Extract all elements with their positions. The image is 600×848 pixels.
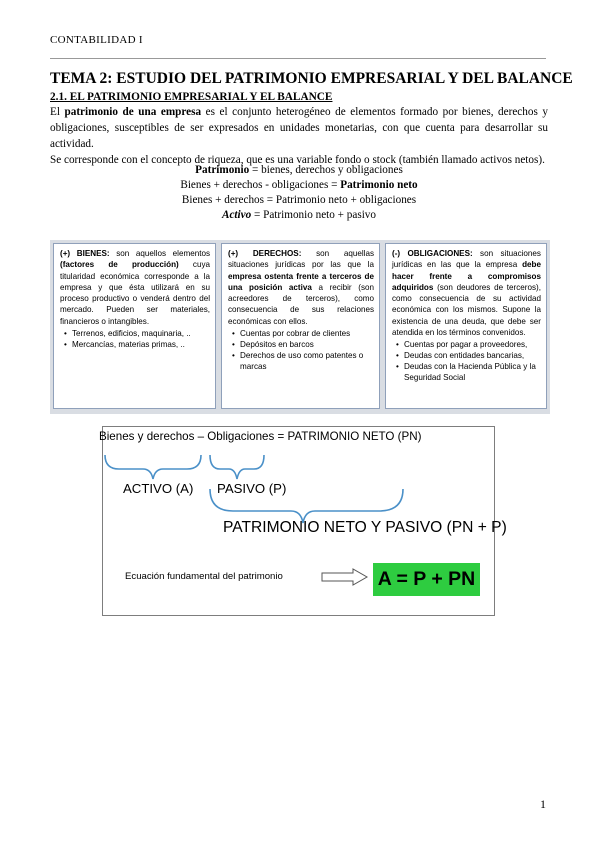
formula-3: Bienes + derechos = Patrimonio neto + obligaciones	[181, 194, 417, 206]
ecuacion-label: Ecuación fundamental del patrimonio	[125, 571, 283, 582]
derechos-box: (+) DERECHOS: son aquellas situaciones jurídicas por las que la empresa ostenta frente a terceros de una posición activa a recibir (son acreedores de terceros), como consecuencia de sus relaciones económicas con ellos. • Cuentas por cobrar de clientes • Depósitos en barcos • Derechos de uso como patentes o marcas	[221, 243, 380, 409]
definition-term: patrimonio de una empresa	[64, 106, 202, 118]
list-item: • Mercancías, materias primas, ..	[72, 339, 210, 350]
pasivo-label: PASIVO (P)	[217, 481, 287, 496]
activo-label: ACTIVO (A)	[123, 481, 194, 496]
pn-p-label: PATRIMONIO NETO Y PASIVO (PN + P)	[223, 519, 507, 536]
running-header: CONTABILIDAD I	[50, 34, 143, 46]
patrimonio-diagram	[99, 426, 507, 616]
list-item: • Deudas con la Hacienda Pública y la Seguridad Social	[404, 361, 541, 383]
list-item: • Terrenos, edificios, maquinaria, ..	[72, 328, 210, 339]
obligaciones-box: (-) OBLIGACIONES: son situaciones jurídicas en las que la empresa debe hacer frente a compromisos adquiridos (son deudores de terceros), como consecuencia de su actividad económica con los mismos. Supone la existencia de una deuda, que debe ser atendida en los términos convenidos. • Cuentas por pagar a proveedores, • Deudas con entidades bancarias, • Deudas con la Hacienda Pública y la Seguridad Social	[385, 243, 547, 409]
diagram-equation: Bienes y derechos – Obligaciones = PATRIMONIO NETO (PN)	[99, 430, 422, 443]
section-heading: 2.1. EL PATRIMONIO EMPRESARIAL Y EL BALANCE	[50, 91, 333, 103]
header-divider	[50, 58, 546, 59]
fundamental-equation: A = P + PN	[373, 563, 480, 596]
definition-text: El patrimonio de una empresa es el conjunto heterogéneo de elementos formado por bienes, derechos y obligaciones, susceptibles de ser expresados en unidades monetarias, con que cuenta para desarrollar su actividad.	[50, 106, 548, 150]
concept-text: Se corresponde con el concepto de riqueza, que es una variable fondo o stock (también llamado activos netos).	[50, 154, 545, 166]
concept-boxes	[50, 240, 550, 414]
list-item: • Cuentas por cobrar de clientes	[240, 328, 374, 339]
list-item: • Deudas con entidades bancarias,	[404, 350, 541, 361]
right-arrow-icon	[321, 568, 369, 586]
page-title: TEMA 2: ESTUDIO DEL PATRIMONIO EMPRESARIAL Y DEL BALANCE	[50, 70, 573, 87]
page-number: 1	[540, 797, 546, 811]
list-item: • Cuentas por pagar a proveedores,	[404, 339, 541, 350]
list-item: • Depósitos en barcos	[240, 339, 374, 350]
bienes-box: (+) BIENES: son aquellos elementos (factores de producción) cuya titularidad económica corresponde a la empresa y que ésta utilizará en su proceso productivo o venderá dentro del mercado. Pueden ser materiales, financieros o intangibles. • Terrenos, edificios, maquinaria, .. • Mercancías, materias primas, ..	[53, 243, 216, 409]
formula-list	[50, 163, 548, 223]
intro-paragraph	[50, 104, 548, 168]
list-item: • Derechos de uso como patentes o marcas	[240, 350, 374, 372]
formula-1: Patrimonio = bienes, derechos y obligaciones	[195, 164, 403, 176]
formula-2: Bienes + derechos - obligaciones = Patrimonio neto	[180, 179, 418, 191]
formula-4: Activo = Patrimonio neto + pasivo	[221, 209, 376, 221]
